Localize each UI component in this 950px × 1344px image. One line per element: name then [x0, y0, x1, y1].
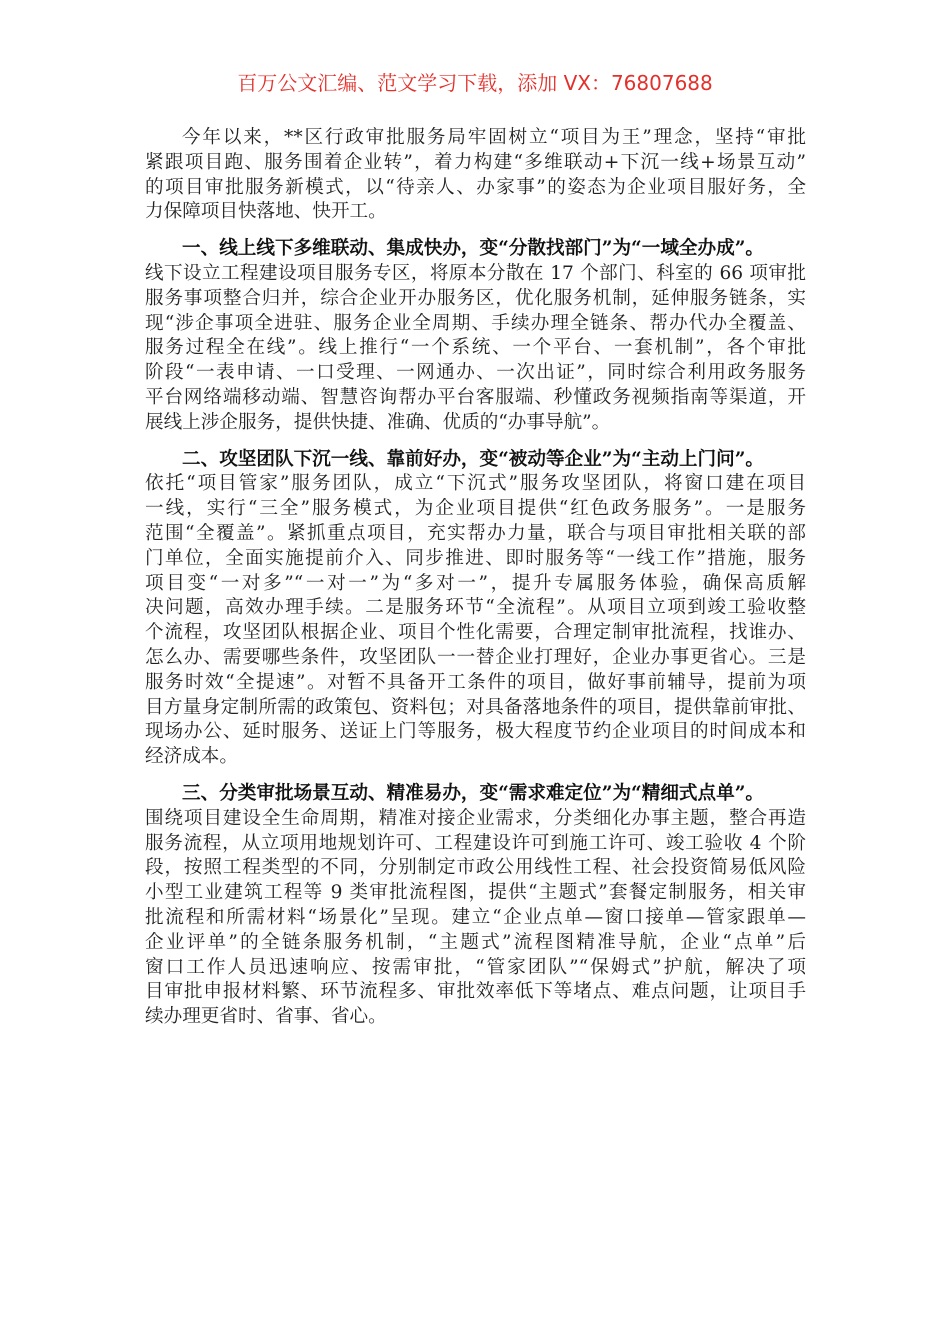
- section-paragraph: [145, 782, 806, 1030]
- text-line: 的项目审批服务新模式，以“待亲人、办家事”的姿态为企业项目服好务，全: [145, 176, 806, 198]
- text-line: 依托“项目管家”服务团队，成立“下沉式”服务攻坚团队，将窗口建在项目: [145, 473, 806, 495]
- text-line: 批流程和所需材料“场景化”呈现。建立“企业点单—窗口接单—管家跟单—: [145, 906, 806, 928]
- text-line: 力保障项目快落地、快开工。: [145, 201, 387, 223]
- section-paragraph: [145, 237, 806, 435]
- text-line: 一线，实行“三全”服务模式，为企业项目提供“红色政务服务”。一是服务: [145, 498, 806, 520]
- text-line: 经济成本。: [145, 746, 238, 768]
- intro-paragraph: [145, 126, 806, 225]
- text-line: 今年以来，**区行政审批服务局牢固树立“项目为王”理念，坚持“审批: [182, 127, 806, 148]
- section-heading-line: [145, 448, 806, 473]
- text-line: 服务事项整合归并，综合企业开办服务区，优化服务机制，延伸服务链条，实: [145, 287, 806, 309]
- text-line: 阶段“一表申请、一口受理、一网通办、一次出证”，同时综合利用政务服务: [145, 362, 806, 384]
- section-paragraph: [145, 448, 806, 770]
- text-line: 目方量身定制所需的政策包、资料包；对具备落地条件的项目，提供靠前审批、: [145, 696, 806, 718]
- text-line: 项目变“一对多”“一对一”为“多对一”，提升专属服务体验，确保高质解: [145, 572, 806, 594]
- section-heading: 一、线上线下多维联动、集成快办，变“分散找部门”为“一域全办成”。: [182, 238, 765, 260]
- text-line: 个流程，攻坚团队根据企业、项目个性化需要，合理定制审批流程，找谁办、: [145, 622, 806, 644]
- text-line: 目审批申报材料繁、环节流程多、审批效率低下等堵点、难点问题，让项目手: [145, 981, 806, 1003]
- text-line: 范围“全覆盖”。紧抓重点项目，充实帮办力量，联合与项目审批相关联的部: [145, 522, 806, 544]
- text-line: 服务时效“全提速”。对暂不具备开工条件的项目，做好事前辅导，提前为项: [145, 671, 806, 693]
- section-heading-line: [145, 237, 806, 262]
- section-heading: 三、分类审批场景互动、精准易办，变“需求难定位”为“精细式点单”。: [182, 782, 765, 804]
- text-line: 平台网络端移动端、智慧咨询帮办平台客服端、秒懂政务视频指南等渠道，开: [145, 386, 806, 408]
- text-line: 门单位，全面实施提前介入、同步推进、即时服务等“一线工作”措施，服务: [145, 547, 806, 569]
- text-line: 小型工业建筑工程等 9 类审批流程图，提供“主题式”套餐定制服务，相关审: [145, 882, 806, 904]
- text-line: 展线上涉企服务，提供快捷、准确、优质的“办事导航”。: [145, 411, 611, 433]
- text-line: 决问题，高效办理手续。二是服务环节“全流程”。从项目立项到竣工验收整: [145, 597, 806, 619]
- section-heading-line: [145, 782, 806, 807]
- text-line: 服务流程，从立项用地规划许可、工程建设许可到施工许可、竣工验收 4 个阶: [145, 832, 806, 854]
- document-body: [145, 126, 806, 1042]
- text-line: 紧跟项目跑、服务围着企业转”，着力构建“多维联动+下沉一线+场景互动”: [145, 151, 806, 173]
- text-line: 现“涉企事项全进驻、服务企业全周期、手续办理全链条、帮办代办全覆盖、: [145, 312, 806, 334]
- text-line: 窗口工作人员迅速响应、按需审批，“管家团队”“保姆式”护航，解决了项: [145, 956, 806, 978]
- section-heading: 二、攻坚团队下沉一线、靠前好办，变“被动等企业”为“主动上门问”。: [182, 448, 765, 470]
- text-line: 服务过程全在线”。线上推行“一个系统、一个平台、一套机制”，各个审批: [145, 337, 806, 359]
- text-line: 企业评单”的全链条服务机制，“主题式”流程图精准导航，企业“点单”后: [145, 931, 806, 953]
- text-line: 续办理更省时、省事、省心。: [145, 1006, 387, 1028]
- text-line: 段，按照工程类型的不同，分别制定市政公用线性工程、社会投资简易低风险: [145, 857, 806, 879]
- watermark-banner: 百万公文汇编、范文学习下载，添加 VX：76807688: [237, 71, 713, 95]
- text-line: 现场办公、延时服务、送证上门等服务，极大程度节约企业项目的时间成本和: [145, 721, 806, 743]
- text-line: 线下设立工程建设项目服务专区，将原本分散在 17 个部门、科室的 66 项审批: [145, 262, 806, 284]
- text-line: 围绕项目建设全生命周期，精准对接企业需求，分类细化办事主题，整合再造: [145, 807, 806, 829]
- text-line: 怎么办、需要哪些条件，攻坚团队一一替企业打理好，企业办事更省心。三是: [145, 646, 806, 668]
